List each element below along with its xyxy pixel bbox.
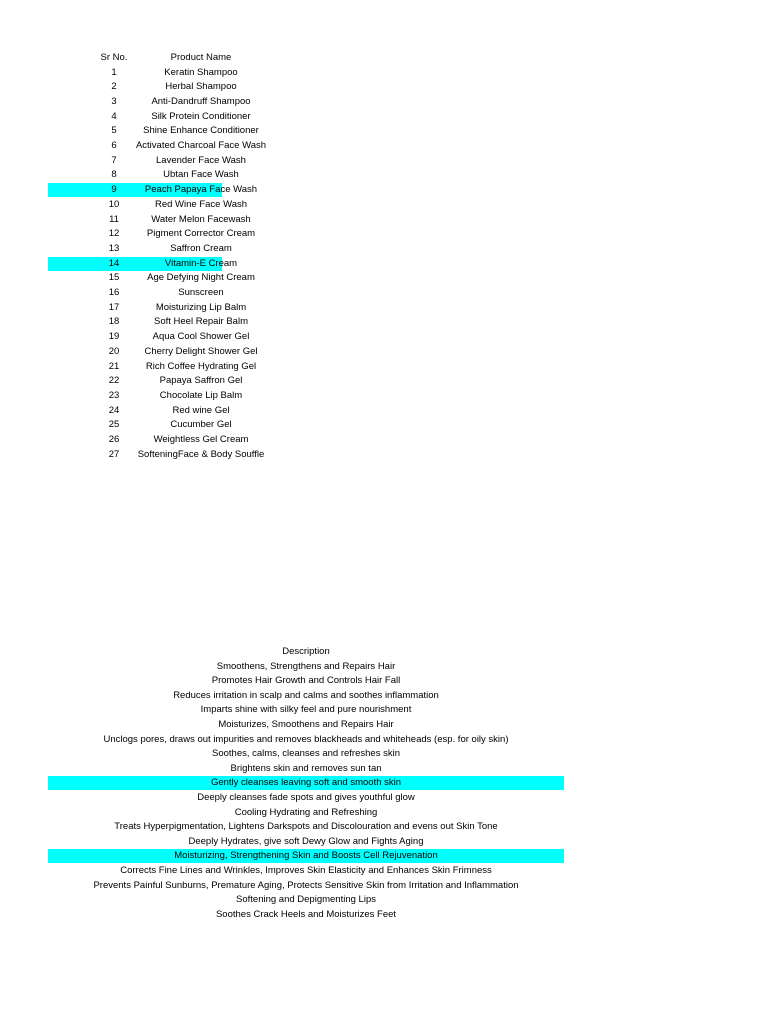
sr-no-cell: 8 <box>111 169 117 181</box>
description-cell: Cooling Hydrating and Refreshing <box>234 806 378 818</box>
product-row <box>48 433 249 447</box>
sr-no-cell: 4 <box>111 110 117 122</box>
sr-no-cell: 11 <box>109 213 119 225</box>
product-name-cell: Vitamin-E Cream <box>164 257 238 269</box>
product-name-cell: Keratin Shampoo <box>164 66 238 78</box>
description-row <box>48 689 564 703</box>
sr-no-cell: 20 <box>108 345 120 357</box>
description-cell: Soothes Crack Heels and Moisturizes Feet <box>215 908 397 920</box>
product-row <box>48 242 232 256</box>
product-row <box>48 330 250 344</box>
description-row <box>48 908 564 922</box>
description-row <box>48 660 564 674</box>
sr-no-cell: 21 <box>108 360 120 372</box>
product-row <box>48 110 251 124</box>
sr-no-cell: 6 <box>111 140 117 151</box>
sr-no-header: Sr No. <box>100 52 128 63</box>
description-row <box>48 849 564 863</box>
sr-no-cell: 3 <box>111 95 117 107</box>
description-cell: Moisturizing, Strengthening Skin and Boosts Cell Rejuvenation <box>174 850 438 862</box>
description-row <box>48 776 564 790</box>
products-table-header <box>48 51 232 65</box>
product-name-cell: Moisturizing Lip Balm <box>155 301 247 313</box>
sr-no-cell: 15 <box>108 272 120 284</box>
product-name-cell: Pigment Corrector Cream <box>146 228 256 240</box>
description-cell: Treats Hyperpigmentation, Lightens Darkspots and Discolouration and evens out Skin Tone <box>114 821 498 833</box>
product-row <box>48 257 238 271</box>
description-cell: Promotes Hair Growth and Controls Hair Fall <box>211 675 401 687</box>
product-name-cell: Soft Heel Repair Balm <box>154 316 248 328</box>
description-row <box>48 820 564 834</box>
sr-no-cell: 17 <box>108 301 120 313</box>
product-row <box>48 183 258 197</box>
description-row <box>48 733 564 747</box>
product-row <box>48 227 256 241</box>
description-header-label: Description <box>282 646 330 657</box>
product-row <box>48 315 248 329</box>
description-row <box>48 806 564 820</box>
sr-no-cell: 14 <box>108 257 120 269</box>
sr-no-cell: 26 <box>108 434 120 445</box>
product-row <box>48 301 247 315</box>
product-name-cell: SofteningFace & Body Souffle <box>137 448 265 460</box>
product-row <box>48 168 239 182</box>
product-name-cell: Red wine Gel <box>172 404 230 416</box>
description-cell: Soothes, calms, cleanses and refreshes skin <box>212 748 400 760</box>
sr-no-cell: 25 <box>108 419 120 431</box>
sr-no-cell: 2 <box>111 81 117 93</box>
sr-no-cell: 9 <box>111 184 117 196</box>
description-row <box>48 703 564 717</box>
product-row <box>48 418 232 432</box>
product-name-cell: Papaya Saffron Gel <box>159 375 243 387</box>
product-name-cell: Age Defying Night Cream <box>147 272 255 284</box>
description-row <box>48 747 564 761</box>
sr-no-cell: 12 <box>108 228 120 240</box>
description-row <box>48 893 564 907</box>
product-row <box>48 213 251 227</box>
product-name-cell: Silk Protein Conditioner <box>151 110 251 122</box>
description-cell: Unclogs pores, draws out impurities and removes blackheads and whiteheads (esp. for oily skin) <box>103 733 509 745</box>
sr-no-cell: 5 <box>111 125 117 137</box>
product-row <box>48 389 243 403</box>
description-row <box>48 762 564 776</box>
product-name-cell: Saffron Cream <box>170 242 232 254</box>
description-cell: Reduces irritation in scalp and calms and soothes inflammation <box>173 689 439 701</box>
product-row <box>48 124 259 138</box>
product-name-cell: Ubtan Face Wash <box>163 169 239 181</box>
description-row <box>48 835 564 849</box>
product-row <box>48 198 248 212</box>
description-cell: Softening and Depigmenting Lips <box>236 894 376 906</box>
product-name-cell: Weightless Gel Cream <box>153 434 249 445</box>
product-row <box>48 154 246 168</box>
product-name-cell: Sunscreen <box>178 287 224 298</box>
sr-no-cell: 22 <box>108 375 120 387</box>
description-cell: Imparts shine with silky feel and pure nourishment <box>200 704 412 716</box>
product-name-cell: Shine Enhance Conditioner <box>143 125 259 137</box>
sr-no-cell: 18 <box>108 316 120 328</box>
product-row <box>48 360 257 374</box>
product-row <box>48 448 265 462</box>
product-name-header: Product Name <box>170 52 232 63</box>
product-name-cell: Water Melon Facewash <box>151 213 251 225</box>
sr-no-cell: 1 <box>111 66 117 78</box>
product-name-cell: Rich Coffee Hydrating Gel <box>145 360 257 372</box>
sr-no-cell: 7 <box>111 154 117 166</box>
sr-no-cell: 27 <box>108 448 120 460</box>
product-row <box>48 139 267 153</box>
product-row <box>48 66 238 80</box>
product-name-cell: Cucumber Gel <box>170 419 232 431</box>
product-row <box>48 95 251 109</box>
description-cell: Deeply cleanses fade spots and gives youthful glow <box>197 791 415 803</box>
description-row <box>48 674 564 688</box>
description-row <box>48 791 564 805</box>
product-name-cell: Lavender Face Wash <box>156 154 246 166</box>
description-cell: Gently cleanses leaving soft and smooth skin <box>210 777 402 789</box>
product-name-cell: Aqua Cool Shower Gel <box>152 331 250 343</box>
description-cell: Brightens skin and removes sun tan <box>230 762 382 774</box>
product-name-cell: Activated Charcoal Face Wash <box>135 140 267 151</box>
product-row <box>48 271 255 285</box>
sr-no-cell: 10 <box>108 198 120 210</box>
description-row <box>48 879 564 893</box>
sr-no-cell: 13 <box>108 242 120 254</box>
product-row <box>48 286 222 300</box>
product-name-cell: Chocolate Lip Balm <box>159 389 243 401</box>
product-row <box>48 404 230 418</box>
sr-no-cell: 19 <box>108 331 120 343</box>
description-row <box>48 718 564 732</box>
product-name-cell: Red Wine Face Wash <box>154 198 248 210</box>
product-row <box>48 374 243 388</box>
description-cell: Deeply Hydrates, give soft Dewy Glow and Fights Aging <box>188 835 424 847</box>
description-row <box>48 864 564 878</box>
description-header <box>48 645 564 659</box>
product-name-cell: Cherry Delight Shower Gel <box>144 345 258 357</box>
product-row <box>48 80 237 94</box>
description-cell: Smoothens, Strengthens and Repairs Hair <box>216 660 396 672</box>
description-cell: Moisturizes, Smoothens and Repairs Hair <box>218 718 394 730</box>
sr-no-cell: 23 <box>108 389 120 401</box>
product-name-cell: Herbal Shampoo <box>165 81 237 93</box>
product-name-cell: Anti-Dandruff Shampoo <box>151 95 251 107</box>
sr-no-cell: 16 <box>108 287 120 298</box>
sr-no-cell: 24 <box>108 404 120 416</box>
description-cell: Corrects Fine Lines and Wrinkles, Improves Skin Elasticity and Enhances Skin Frimness <box>120 864 492 876</box>
description-cell: Prevents Painful Sunburns, Premature Aging, Protects Sensitive Skin from Irritation and Inflammation <box>93 879 519 891</box>
product-row <box>48 345 258 359</box>
product-name-cell: Peach Papaya Face Wash <box>144 184 258 196</box>
